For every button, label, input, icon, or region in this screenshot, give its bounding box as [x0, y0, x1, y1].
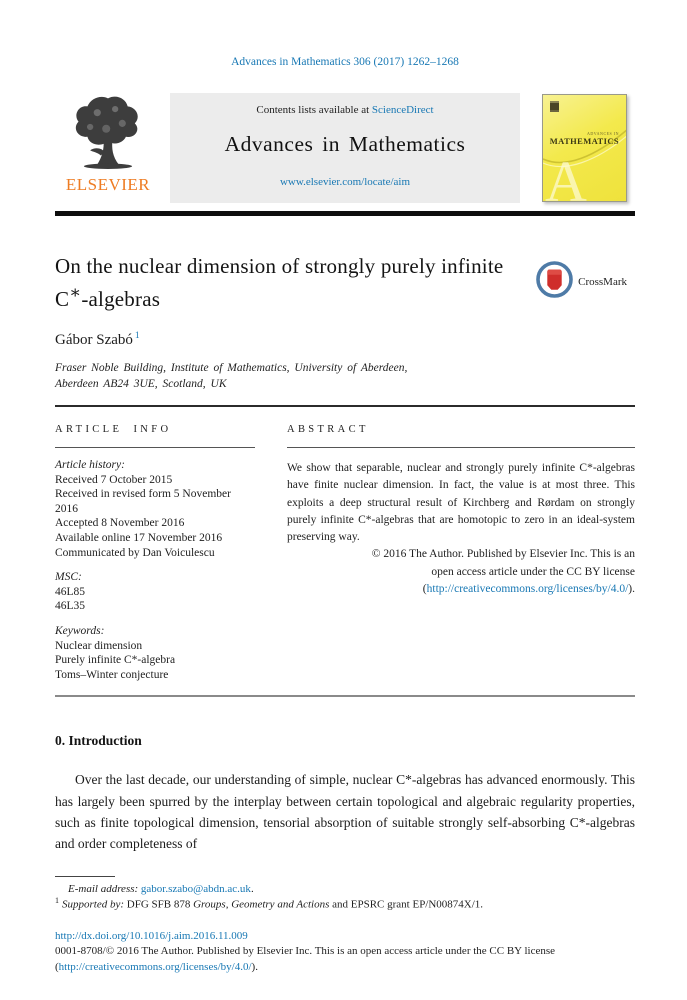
abstract-cc-line — [287, 581, 635, 598]
author-line — [55, 331, 635, 349]
header-divider-rule — [55, 211, 635, 216]
article-title — [55, 253, 525, 314]
elsevier-tree-icon — [63, 93, 153, 177]
affiliation-line-2: Aberdeen AB24 3UE, Scotland, UK — [55, 377, 227, 390]
keyword-item: Nuclear dimension — [55, 639, 143, 652]
supported-by-label: Supported by: — [62, 899, 125, 912]
footnote-1-marker: 1 — [55, 896, 59, 906]
footer-copyright-close: ). — [251, 961, 258, 973]
article-title-star: ∗ — [69, 281, 82, 302]
article-title-text: On the nuclear dimension of strongly purely infinite C — [55, 254, 504, 311]
supported-by-text-b: and EPSRC grant EP/N00874X/1. — [329, 899, 484, 912]
article-info-head-rule — [55, 447, 255, 448]
cover-watermark-letter: A — [545, 149, 587, 202]
abstract-copyright-line-2: open access article under the CC BY license — [431, 565, 635, 578]
footnote-divider-rule — [55, 876, 115, 877]
crossmark-label: CrossMark — [578, 276, 627, 288]
author-name: Gábor Szabó — [55, 331, 133, 348]
section-heading-introduction: 0. Introduction — [55, 733, 142, 749]
footer-block — [55, 929, 635, 976]
msc-item: 46L85 — [55, 585, 86, 598]
introduction-paragraph: Over the last decade, our understanding of simple, nuclear C*-algebras has advanced enormously. This has largely been spurred by the interplay between certain topological and algebraic regularity properties, such as finite topological dimension, tensorial absorption of suitable strongly self-absorbing C*-algebras and order completeness of — [55, 772, 635, 852]
abstract-copyright — [287, 546, 635, 598]
cc-open-paren: ( — [422, 582, 427, 595]
affiliation-line-1: Fraser Noble Building, Institute of Mathematics, University of Aberdeen, — [55, 361, 408, 374]
contents-prefix-text: Contents lists available at — [256, 104, 372, 116]
abstract-head-rule — [287, 447, 635, 448]
journal-cover-thumbnail[interactable] — [542, 94, 627, 202]
abstract-copyright-line-1: © 2016 The Author. Published by Elsevier Inc. This is an — [371, 548, 635, 561]
footnotes-block — [55, 882, 635, 913]
history-item: Communicated by Dan Voiculescu — [55, 546, 215, 559]
history-label: Article history: — [55, 459, 125, 472]
cover-publisher-mark-icon — [550, 101, 559, 112]
journal-url-text[interactable]: www.elsevier.com/locate/aim — [279, 176, 411, 188]
elsevier-logo[interactable] — [55, 93, 161, 203]
keyword-item: Purely infinite C*-algebra — [55, 654, 176, 667]
article-info-heading: ARTICLE INFO — [55, 424, 172, 436]
journal-reference-link[interactable]: Advances in Mathematics 306 (2017) 1262–1268 — [231, 56, 459, 68]
history-item: Received 7 October 2015 — [55, 473, 173, 486]
info-abstract-section — [55, 424, 635, 682]
cover-title-block — [550, 131, 619, 146]
author-affiliation — [55, 360, 635, 392]
article-info-column — [55, 424, 255, 682]
keyword-item: Toms–Winter conjecture — [55, 668, 169, 681]
supported-by-text-a: DFG SFB 878 — [124, 899, 194, 912]
journal-homepage-link[interactable] — [170, 176, 520, 188]
author-footnote-ref[interactable]: 1 — [134, 330, 140, 341]
history-item: Accepted 8 November 2016 — [55, 517, 185, 530]
cover-small-title: ADVANCES IN — [587, 131, 619, 136]
msc-label: MSC: — [55, 571, 82, 584]
supported-by-italic: Groups, Geometry and Actions — [193, 899, 330, 912]
keywords-block — [55, 624, 255, 682]
cover-big-title: MATHEMATICS — [549, 136, 619, 146]
journal-banner-box — [170, 93, 520, 203]
contents-list-line — [170, 104, 520, 116]
keywords-label: Keywords: — [55, 624, 105, 637]
cc-close-paren: ). — [628, 582, 635, 595]
email-link[interactable]: gabor.szabo@abdn.ac.uk — [140, 882, 251, 895]
history-item: Received in revised form 5 November 2016 — [55, 488, 231, 515]
abstract-column — [287, 424, 635, 682]
info-bottom-rule — [55, 695, 635, 697]
email-period: . — [250, 882, 254, 895]
history-item: Available online 17 November 2016 — [55, 532, 223, 544]
journal-header-banner — [55, 93, 635, 203]
journal-title: Advances in Mathematics — [224, 132, 466, 156]
title-row — [55, 253, 635, 314]
supported-by-footnote — [55, 896, 635, 912]
footer-copyright — [55, 944, 635, 975]
email-footnote — [55, 882, 635, 897]
doi-link[interactable]: http://dx.doi.org/10.1016/j.aim.2016.11.009 — [55, 929, 248, 942]
crossmark-icon — [536, 261, 573, 303]
msc-item: 46L35 — [55, 600, 86, 613]
article-title-tail: -algebras — [81, 286, 161, 311]
sciencedirect-link[interactable]: ScienceDirect — [371, 104, 434, 116]
email-label: E-mail address: — [68, 882, 139, 895]
elsevier-wordmark: ELSEVIER — [65, 175, 151, 194]
doi-line — [55, 929, 635, 945]
footer-copyright-text: 0001-8708/© 2016 The Author. Published by Elsevier Inc. This is an open access article under the CC BY license ( — [55, 945, 556, 973]
abstract-text: We show that separable, nuclear and strongly purely infinite C*-algebras have finite nuclear dimension. In fact, the value is at most three. This exploits a deep structural result of Kirchberg and Rørdam on strongly purely infinite C*-algebras that are homotopic to zero in an ideal-system preserving way. — [287, 462, 635, 544]
msc-block — [55, 570, 255, 614]
abstract-heading: ABSTRACT — [287, 424, 369, 436]
cc-license-link[interactable]: http://creativecommons.org/licenses/by/4.0/ — [426, 582, 629, 595]
crossmark-badge[interactable] — [536, 261, 627, 303]
footer-cc-link[interactable]: http://creativecommons.org/licenses/by/4.0/ — [58, 961, 252, 973]
info-top-rule — [55, 405, 635, 407]
article-history-block — [55, 458, 255, 560]
